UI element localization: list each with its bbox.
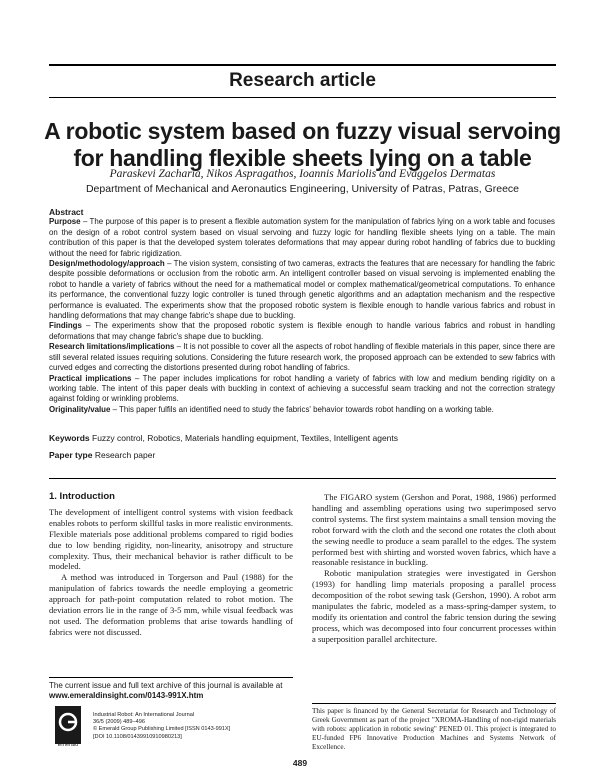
abstract-section bbox=[49, 217, 555, 259]
paper-type-value: Research paper bbox=[94, 450, 156, 460]
header-bottom-rule bbox=[49, 97, 556, 98]
funding-rule bbox=[312, 703, 556, 704]
author-list: Paraskevi Zacharia, Nikos Aspragathos, Ioannis Mariolis and Evaggelos Dermatas bbox=[109, 168, 496, 180]
body-paragraph: The development of intelligent control systems with vision feedback enables robots to perform skillful tasks in more realistic environments. Flexible materials pose additional problems compared to rigid bodies due to low bending rigidity, non-linearity, anisotropy and structure complexity. Thus, their mechanical behavior is rather difficult to be modeled. bbox=[49, 506, 293, 572]
journal-info-line: [DOI 10.1108/01439910910980213] bbox=[93, 733, 182, 740]
abstract-section-label: Originality/value bbox=[49, 404, 111, 414]
abstract-heading: Abstract bbox=[49, 207, 84, 217]
right-column bbox=[312, 492, 556, 645]
abstract-section bbox=[49, 374, 555, 405]
paper-type bbox=[49, 450, 555, 460]
abstract-section-label: Purpose bbox=[49, 217, 81, 227]
abstract-section bbox=[49, 405, 555, 415]
title-line: A robotic system based on fuzzy visual servoing bbox=[44, 118, 561, 144]
keywords bbox=[49, 433, 555, 443]
archive-note-text: The current issue and full text archive of this journal is available at bbox=[49, 681, 283, 690]
funding-note: This paper is financed by the General Secretariat for Research and Technology of Greek Government as part of the project "XROMA-Handling of non-rigid materials with robots: application in robotic sewing" PENED 01. This project is integrated to EU-funded FP6 Innovative Production Machines and Systems Network of Excellence. bbox=[312, 707, 556, 751]
left-column bbox=[49, 492, 293, 638]
paper-title bbox=[40, 118, 565, 172]
journal-info bbox=[93, 712, 293, 741]
body-paragraph: A method was introduced in Torgerson and Paul (1988) for the manipulation of fabrics towards the needle employing a geometric approach for path-point computation related to robot motion. The deviation errors lie in the range of 3-5 mm, while visual feedback was not used. The deformation problems that arise towards handling of fabrics were not discussed. bbox=[49, 572, 293, 637]
abstract-section-label: Research limitations/implications bbox=[49, 342, 175, 352]
abstract-section bbox=[49, 321, 555, 342]
section-label: Research article bbox=[229, 70, 376, 91]
title-line: for handling flexible sheets lying on a table bbox=[73, 145, 532, 171]
abstract-section-text: – It is not possible to cover all the aspects of robot handling of flexible materials in this paper, since there are still several related issues requiring solutions. Considering the future research work, the proposed approach can be extended to sew fabrics with curved edges and correcting the distortions presented during robot handling of fabrics. bbox=[49, 342, 555, 373]
abstract-section bbox=[49, 342, 555, 373]
affiliation: Department of Mechanical and Aeronautics Engineering, University of Patras, Patras, Greece bbox=[85, 183, 520, 195]
archive-rule bbox=[49, 677, 293, 678]
abstract-section-text: – The paper includes implications for robot handling a variety of fabrics with low and medium bending rigidity on a working table. The intent of this paper deals with buckling in context of achieving a successful seam tracking and not the correction strategy against folding or wrinkling problems. bbox=[49, 373, 556, 404]
abstract-section-text: – The experiments show that the proposed robotic system is flexible enough to handle various fabrics and robust in handling deformations that may change fabric's shape due to buckling. bbox=[49, 321, 555, 341]
abstract-section-text: – This paper fulfils an identified need to study the fabrics' behavior towards robot handling on a working table. bbox=[110, 404, 494, 414]
journal-info-line: Industrial Robot: An International Journal bbox=[93, 712, 195, 718]
keywords-value: Fuzzy control, Robotics, Materials handling equipment, Textiles, Intelligent agents bbox=[92, 433, 399, 443]
emerald-logo-icon bbox=[55, 706, 81, 744]
paper-type-label: Paper type bbox=[49, 450, 93, 460]
body-paragraph: The FIGARO system (Gershon and Porat, 1988, 1986) performed handling and assembling operations using two superimposed servo control systems. The first system maintains a small tension moving the robot forward with the cloth and the second one rotates the cloth about the sewing needle to produce a seam parallel to the edges. The system performed best with shirting and worsted woven fabrics, which have a reasonable resistance in buckling. bbox=[312, 492, 556, 568]
logo-text: Emerald bbox=[57, 742, 79, 748]
abstract-section-label: Findings bbox=[49, 321, 82, 331]
keywords-label: Keywords bbox=[49, 433, 90, 443]
abstract-block bbox=[49, 207, 555, 415]
abstract-section-text: – The vision system, consisting of two cameras, extracts the features that are necessary for handling the fabric despite possible deformations or occlusion from the robotic arm. An intelligent controller based on visual servoing is implemented enabling the robot to handle a variety of fabrics without the need for a mathematical model or complex mathematical/geometrical computations. To enhance its performance, the conventional fuzzy logic controller is tuned through genetic algorithms and an adaptation mechanism and the respective performance is evaluated. The experiments show that the proposed robotic system is flexible enough to handle various fabrics and robust in handling deformations that may change fabric's shape due to buckling. bbox=[49, 259, 555, 321]
journal-url[interactable]: www.emeraldinsight.com/0143-991X.htm bbox=[49, 691, 204, 700]
abstract-section-label: Practical implications bbox=[49, 373, 132, 383]
introduction-heading: 1. Introduction bbox=[49, 491, 115, 502]
abstract-section-label: Design/methodology/approach bbox=[49, 259, 165, 269]
page-number: 489 bbox=[292, 758, 308, 768]
body-paragraph: Robotic manipulation strategies were investigated in Gershon (1993) for handling limp materials proposing a parallel process decomposition of the robot sewing task (Gershon, 1990). A robot arm manipulates the fabric, modeled as a mass-spring-damper system, to modify its orientation and control the fabric tension during the sewing process, which was decomposed into four concurrent processes within a superposition parallel architecture. bbox=[312, 568, 556, 644]
journal-info-line: 36/5 (2009) 489–496 bbox=[93, 719, 145, 726]
abstract-divider bbox=[49, 478, 556, 479]
journal-info-line: © Emerald Group Publishing Limited [ISSN 0143-991X] bbox=[93, 726, 231, 733]
archive-note bbox=[49, 681, 293, 701]
header-top-rule bbox=[49, 64, 556, 66]
abstract-section bbox=[49, 259, 555, 321]
abstract-section-text: – The purpose of this paper is to present a flexible automation system for the manipulation of fabrics lying on a work table and focuses on the design of a robot control system based on visual servoing and fuzzy logic for handling flexible sheets lying on a table. The main contribution of this paper is that the developed system tolerates deformations that may appear during robot handling of fabrics due to buckling without the need for fabric rigidization. bbox=[49, 217, 555, 258]
